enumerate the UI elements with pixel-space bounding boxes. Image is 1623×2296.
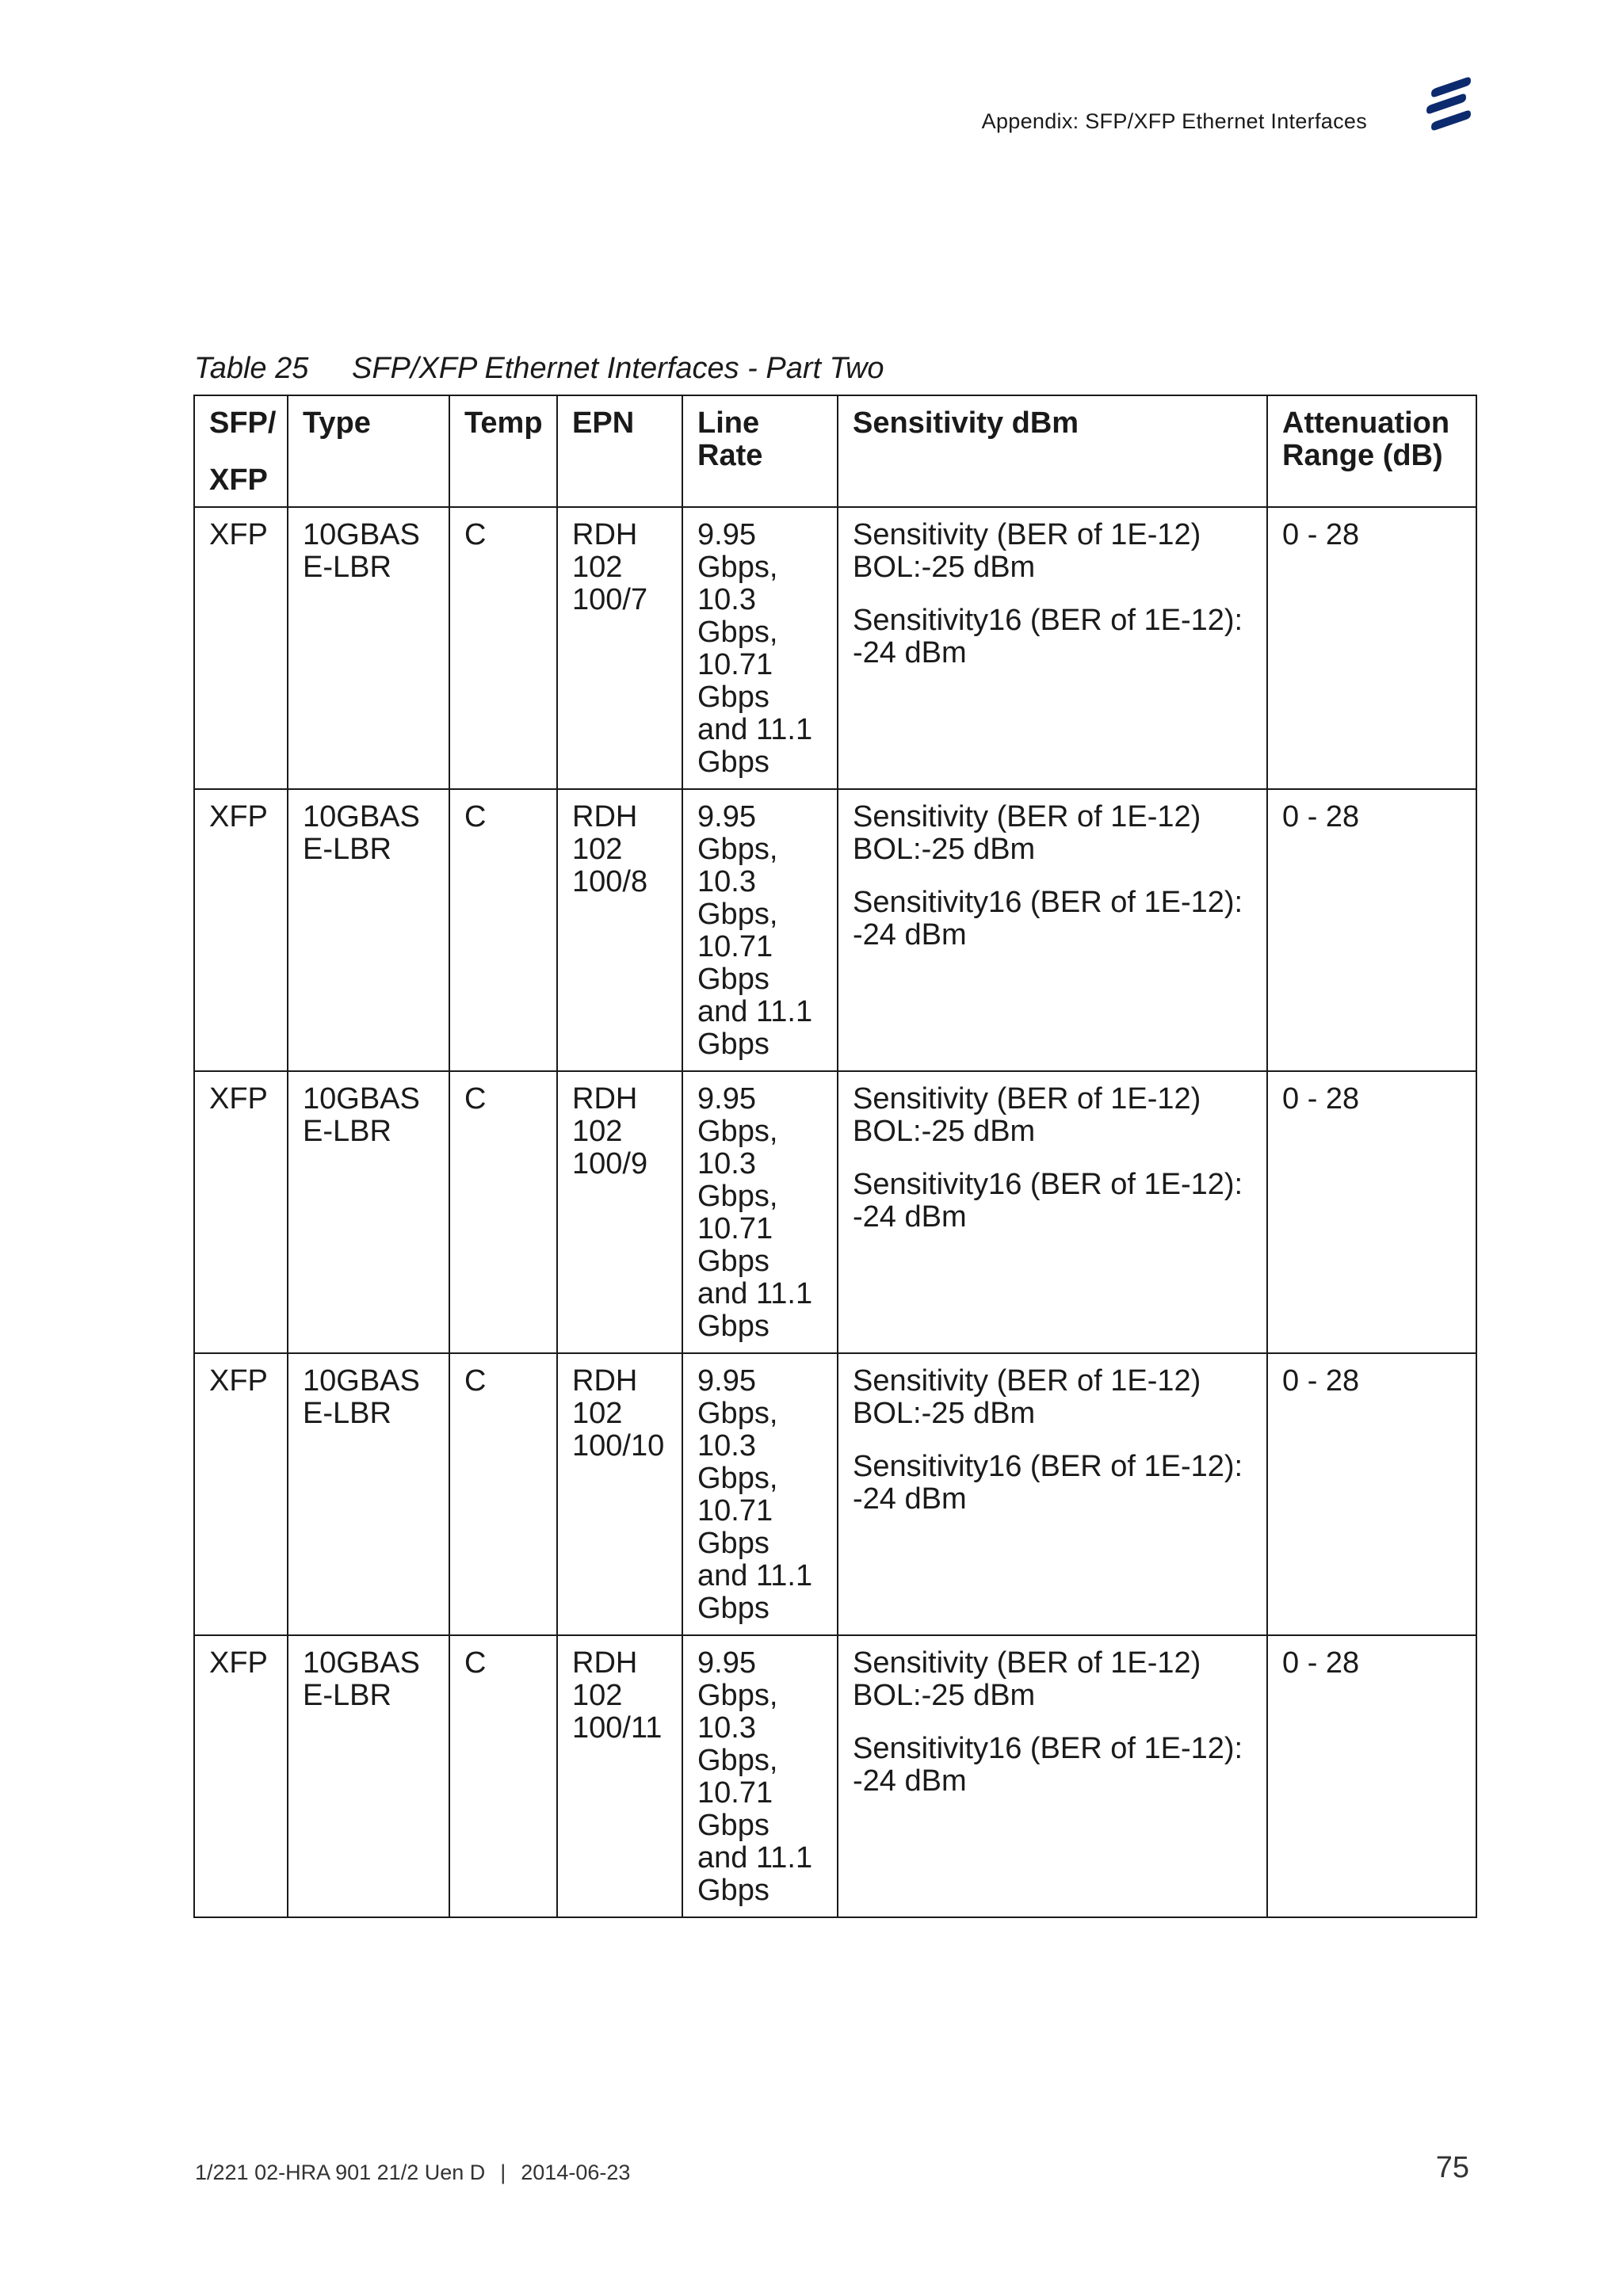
sensitivity-16: Sensitivity16 (BER of 1E-12): -24 dBm <box>853 886 1243 952</box>
sensitivity-16: Sensitivity16 (BER of 1E-12): -24 dBm <box>853 1168 1243 1234</box>
table-header-row <box>194 395 1476 507</box>
header-sensitivity: Sensitivity dBm <box>838 395 1267 507</box>
cell-type: 10GBAS E-LBR <box>288 1071 449 1353</box>
footer-doc-id: 1/221 02-HRA 901 21/2 Uen D <box>195 2161 486 2184</box>
cell-epn: RDH 102 100/10 <box>557 1353 682 1635</box>
sensitivity-bol: Sensitivity (BER of 1E-12) BOL:-25 dBm <box>853 1082 1201 1148</box>
sfp-xfp-interfaces-table <box>193 395 1477 1918</box>
sensitivity-bol: Sensitivity (BER of 1E-12) BOL:-25 dBm <box>853 1364 1201 1430</box>
cell-sfp: XFP <box>194 789 288 1071</box>
footer-separator: | <box>500 2161 506 2184</box>
table-row <box>194 789 1476 1071</box>
cell-attenuation: 0 - 28 <box>1267 1353 1476 1635</box>
table-row <box>194 507 1476 789</box>
cell-sensitivity <box>838 1353 1267 1635</box>
header-sfp-line2: XFP <box>209 463 268 497</box>
cell-attenuation: 0 - 28 <box>1267 1635 1476 1917</box>
cell-attenuation: 0 - 28 <box>1267 1071 1476 1353</box>
table-caption <box>194 352 884 386</box>
table-caption-title: SFP/XFP Ethernet Interfaces - Part Two <box>352 352 884 385</box>
cell-type: 10GBAS E-LBR <box>288 1353 449 1635</box>
sensitivity-16: Sensitivity16 (BER of 1E-12): -24 dBm <box>853 604 1243 669</box>
sensitivity-16: Sensitivity16 (BER of 1E-12): -24 dBm <box>853 1450 1243 1516</box>
header-temp: Temp <box>449 395 557 507</box>
cell-epn: RDH 102 100/7 <box>557 507 682 789</box>
header-epn: EPN <box>557 395 682 507</box>
sensitivity-bol: Sensitivity (BER of 1E-12) BOL:-25 dBm <box>853 1646 1201 1712</box>
cell-sfp: XFP <box>194 1635 288 1917</box>
cell-temp: C <box>449 1071 557 1353</box>
ericsson-logo-icon <box>1425 75 1472 134</box>
cell-sfp: XFP <box>194 1071 288 1353</box>
cell-type: 10GBAS E-LBR <box>288 507 449 789</box>
cell-epn: RDH 102 100/11 <box>557 1635 682 1917</box>
cell-sensitivity <box>838 1635 1267 1917</box>
cell-temp: C <box>449 789 557 1071</box>
header-type: Type <box>288 395 449 507</box>
header-sfp-line1: SFP/ <box>209 406 277 440</box>
sensitivity-bol: Sensitivity (BER of 1E-12) BOL:-25 dBm <box>853 800 1201 866</box>
table-row <box>194 1353 1476 1635</box>
header-line-rate: Line Rate <box>682 395 838 507</box>
cell-temp: C <box>449 1353 557 1635</box>
cell-type: 10GBAS E-LBR <box>288 1635 449 1917</box>
cell-attenuation: 0 - 28 <box>1267 507 1476 789</box>
table-caption-number: Table 25 <box>194 352 309 385</box>
cell-line-rate: 9.95 Gbps, 10.3 Gbps, 10.71 Gbps and 11.1 Gbps <box>682 507 838 789</box>
cell-attenuation: 0 - 28 <box>1267 789 1476 1071</box>
page-number: 75 <box>1435 2151 1469 2184</box>
header-attenuation: Attenuation Range (dB) <box>1267 395 1476 507</box>
cell-line-rate: 9.95 Gbps, 10.3 Gbps, 10.71 Gbps and 11.1 Gbps <box>682 1071 838 1353</box>
cell-sensitivity <box>838 789 1267 1071</box>
header-sfp-xfp <box>194 395 288 507</box>
cell-line-rate: 9.95 Gbps, 10.3 Gbps, 10.71 Gbps and 11.1 Gbps <box>682 1635 838 1917</box>
cell-temp: C <box>449 1635 557 1917</box>
cell-sensitivity <box>838 507 1267 789</box>
cell-epn: RDH 102 100/8 <box>557 789 682 1071</box>
cell-type: 10GBAS E-LBR <box>288 789 449 1071</box>
table-row <box>194 1635 1476 1917</box>
running-header-title: Appendix: SFP/XFP Ethernet Interfaces <box>981 109 1367 133</box>
cell-sfp: XFP <box>194 507 288 789</box>
cell-line-rate: 9.95 Gbps, 10.3 Gbps, 10.71 Gbps and 11.1 Gbps <box>682 1353 838 1635</box>
cell-line-rate: 9.95 Gbps, 10.3 Gbps, 10.71 Gbps and 11.1 Gbps <box>682 789 838 1071</box>
table-row <box>194 1071 1476 1353</box>
sensitivity-bol: Sensitivity (BER of 1E-12) BOL:-25 dBm <box>853 518 1201 584</box>
footer-doc-info <box>195 2161 630 2185</box>
cell-temp: C <box>449 507 557 789</box>
footer-date: 2014-06-23 <box>521 2161 631 2184</box>
cell-sfp: XFP <box>194 1353 288 1635</box>
sensitivity-16: Sensitivity16 (BER of 1E-12): -24 dBm <box>853 1732 1243 1798</box>
cell-epn: RDH 102 100/9 <box>557 1071 682 1353</box>
cell-sensitivity <box>838 1071 1267 1353</box>
